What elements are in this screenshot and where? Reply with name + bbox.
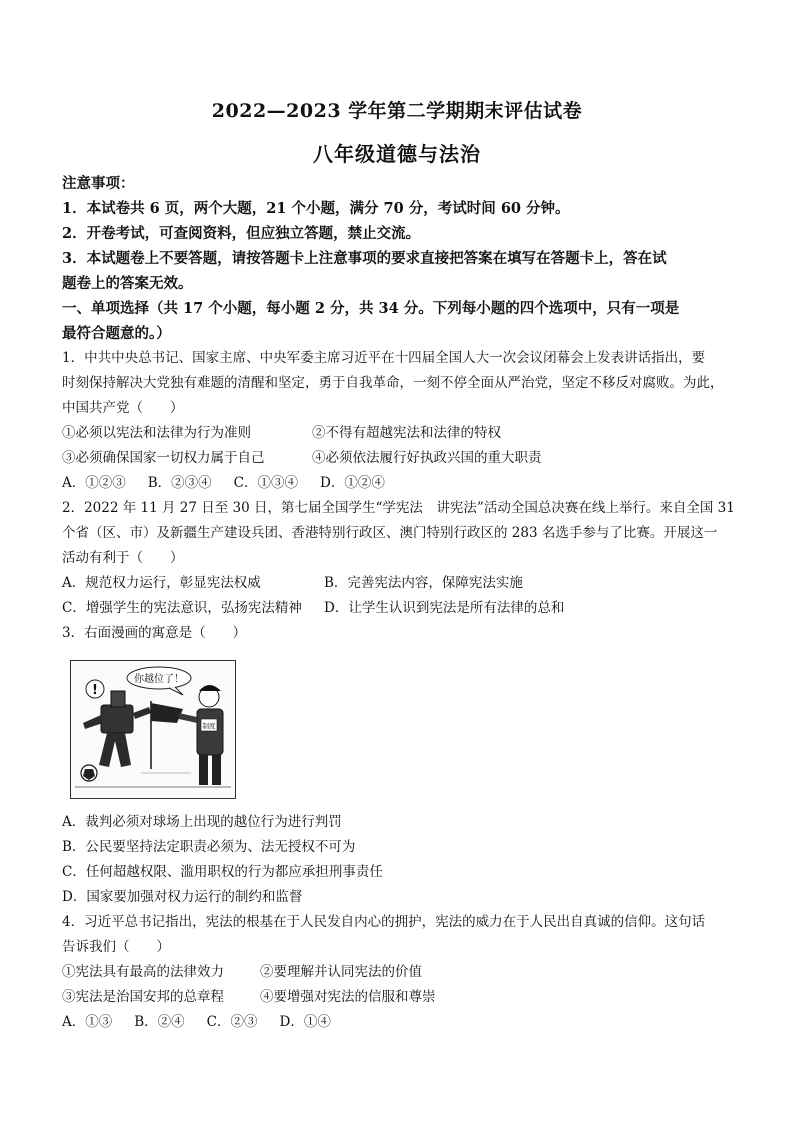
statement: ①必须以宪法和法律为行为准则 bbox=[62, 425, 251, 441]
option-c: C．增强学生的宪法意识，弘扬宪法精神 bbox=[62, 600, 302, 616]
badge-text: 制度 bbox=[202, 722, 216, 730]
notes-heading: 注意事项： bbox=[62, 175, 135, 192]
question-3-stem: 3．右面漫画的寓意是（ ） bbox=[62, 625, 247, 641]
note-item: 3．本试题卷上不要答题，请按答题卡上注意事项的要求直接把答案在填写在答题卡上，答在试 bbox=[62, 250, 667, 267]
statement: ②不得有超越宪法和法律的特权 bbox=[312, 425, 501, 441]
question-4-stem: 告诉我们（ ） bbox=[62, 939, 170, 955]
question-2-stem: 2．2022 年 11 月 27 日至 30 日，第七届全国学生“学宪法 讲宪法”活动全国总决赛在线上举行。来自全国 31 bbox=[62, 500, 735, 516]
question-1 bbox=[62, 346, 737, 496]
notes-block bbox=[62, 171, 737, 346]
question-2 bbox=[62, 496, 737, 621]
option-c: C．任何超越权限、滥用职权的行为都应承担刑事责任 bbox=[62, 864, 383, 880]
question-4-stem: 4．习近平总书记指出，宪法的根基在于人民发自内心的拥护，宪法的威力在于人民出自真诚的信仰。这句话 bbox=[62, 914, 706, 930]
statement: ④要增强对宪法的信服和尊崇 bbox=[260, 989, 436, 1005]
question-4 bbox=[62, 910, 737, 1035]
exam-subject: 八年级道德与法治 bbox=[313, 142, 481, 166]
option-b: B．公民要坚持法定职责必须为、法无授权不可为 bbox=[62, 839, 356, 855]
question-1-stem: 中国共产党（ ） bbox=[62, 400, 184, 416]
note-item: 1．本试卷共 6 页，两个大题，21 个小题，满分 70 分，考试时间 60 分钟。 bbox=[62, 200, 570, 217]
question-1-stem: 1．中共中央总书记、国家主席、中央军委主席习近平在十四届全国人大一次会议闭幕会上发表讲话指出，要 bbox=[62, 350, 706, 366]
option-b: B．完善宪法内容，保障宪法实施 bbox=[324, 575, 523, 591]
section-heading: 最符合题意的。） bbox=[62, 325, 171, 342]
question-2-stem: 个省（区、市）及新疆生产建设兵团、香港特别行政区、澳门特别行政区的 283 名选手参与了比赛。开展这一 bbox=[62, 525, 718, 541]
option-d: D．①②④ bbox=[320, 475, 385, 491]
exam-title: 2022—2023 学年第二学期期末评估试卷 bbox=[211, 100, 583, 122]
statement: ④必须依法履行好执政兴国的重大职责 bbox=[312, 450, 542, 466]
statement: ②要理解并认同宪法的价值 bbox=[260, 964, 422, 980]
cartoon-illustration bbox=[70, 660, 236, 799]
option-b: B．②④ bbox=[134, 1014, 185, 1030]
option-a: A．①③ bbox=[62, 1014, 113, 1030]
exclamation-mark: ! bbox=[92, 683, 98, 698]
speech-bubble-text: 你越位了！ bbox=[134, 674, 184, 685]
question-4-options bbox=[62, 1010, 737, 1035]
option-c: C．②③ bbox=[206, 1014, 258, 1030]
question-2-stem: 活动有利于（ ） bbox=[62, 550, 184, 566]
cartoon-drawing bbox=[71, 661, 235, 798]
option-d: D．①④ bbox=[279, 1014, 331, 1030]
option-a: A．裁判必须对球场上出现的越位行为进行判罚 bbox=[62, 814, 342, 830]
option-a: A．①②③ bbox=[62, 475, 126, 491]
option-a: A．规范权力运行，彰显宪法权威 bbox=[62, 575, 261, 591]
option-c: C．①③④ bbox=[233, 475, 299, 491]
question-3 bbox=[62, 621, 737, 646]
note-item: 2．开卷考试，可查阅资料，但应独立答题，禁止交流。 bbox=[62, 225, 421, 242]
option-d: D．国家要加强对权力运行的制约和监督 bbox=[62, 889, 303, 905]
statement: ①宪法具有最高的法律效力 bbox=[62, 964, 224, 980]
question-3-options bbox=[62, 810, 737, 910]
option-d: D．让学生认识到宪法是所有法律的总和 bbox=[324, 600, 565, 616]
section-heading: 一、单项选择（共 17 个小题，每小题 2 分，共 34 分。下列每小题的四个选项中，只有一项是 bbox=[62, 300, 680, 317]
option-b: B．②③④ bbox=[147, 475, 212, 491]
question-1-options bbox=[62, 471, 737, 496]
question-1-stem: 时刻保持解决大党独有难题的清醒和坚定，勇于自我革命，一刻不停全面从严治党，坚定不移反对腐败。为此， bbox=[62, 375, 724, 391]
statement: ③必须确保国家一切权力属于自己 bbox=[62, 450, 265, 466]
statement: ③宪法是治国安邦的总章程 bbox=[62, 989, 224, 1005]
note-item: 题卷上的答案无效。 bbox=[62, 275, 193, 292]
